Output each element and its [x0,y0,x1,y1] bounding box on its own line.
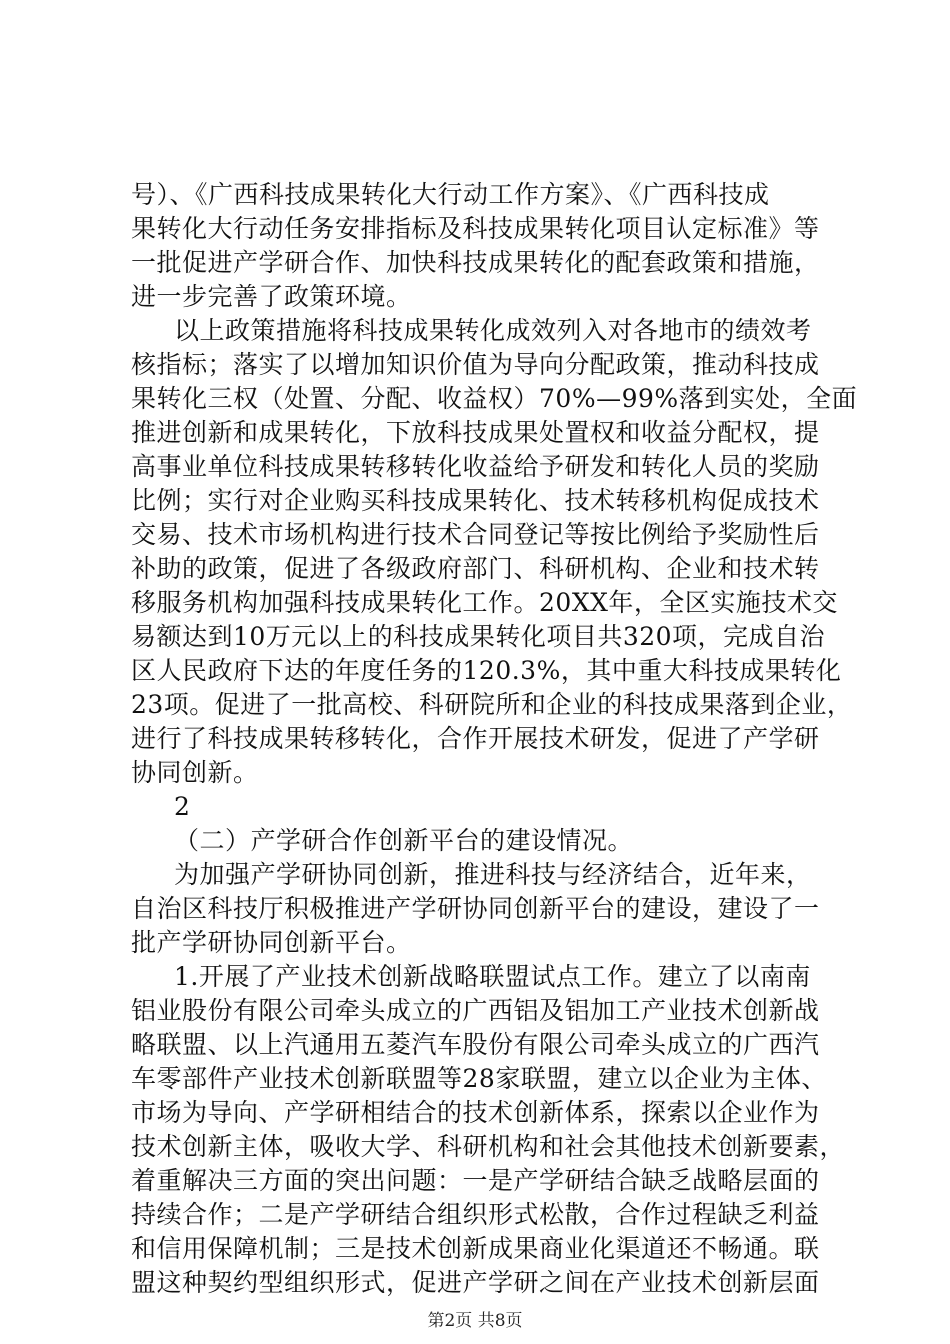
text-line: 为加强产学研协同创新，推进科技与经济结合，近年来， [174,860,812,889]
text-line: 批产学研协同创新平台。 [131,928,412,957]
text-line: 持续合作；二是产学研结合组织形式松散，合作过程缺乏利益 [131,1200,820,1229]
text-line: 比例；实行对企业购买科技成果转化、技术转移机构促成技术 [131,486,820,515]
text-line: 市场为导向、产学研相结合的技术创新体系，探索以企业作为 [131,1098,820,1127]
text-line: 自治区科技厅积极推进产学研协同创新平台的建设，建设了一 [131,894,820,923]
text-line: 移服务机构加强科技成果转化工作。20XX年，全区实施技术交 [131,588,838,617]
text-line: 交易、技术市场机构进行技术合同登记等按比例给予奖励性后 [131,520,820,549]
text-line: 车零部件产业技术创新联盟等28家联盟，建立以企业为主体、 [131,1064,827,1093]
section-heading: （二）产学研合作创新平台的建设情况。 [174,826,634,855]
text-line: 协同创新。 [131,758,259,787]
text-line: 铝业股份有限公司牵头成立的广西铝及铝加工产业技术创新战 [131,996,820,1025]
text-line: 核指标；落实了以增加知识价值为导向分配政策，推动科技成 [131,350,820,379]
text-line: 以上政策措施将科技成果转化成效列入对各地市的绩效考 [174,316,812,345]
text-line: 1.开展了产业技术创新战略联盟试点工作。建立了以南南 [174,962,811,991]
text-line: 一批促进产学研合作、加快科技成果转化的配套政策和措施， [131,248,820,277]
text-line: 盟这种契约型组织形式，促进产学研之间在产业技术创新层面 [131,1268,820,1297]
text-line: 区人民政府下达的年度任务的120.3%，其中重大科技成果转化 [131,656,842,685]
text-line: 进一步完善了政策环境。 [131,282,412,311]
text-line: 号）、《广西科技成果转化大行动工作方案》、《广西科技成 [131,180,770,209]
text-line: 和信用保障机制；三是技术创新成果商业化渠道还不畅通。联 [131,1234,820,1263]
text-line: 补助的政策，促进了各级政府部门、科研机构、企业和技术转 [131,554,820,583]
page-footer: 第2页 共8页 [427,1311,523,1331]
page-marker: 2 [174,792,191,821]
text-line: 略联盟、以上汽通用五菱汽车股份有限公司牵头成立的广西汽 [131,1030,820,1059]
text-line: 易额达到10万元以上的科技成果转化项目共320项，完成自治 [131,622,826,651]
text-line: 进行了科技成果转移转化，合作开展技术研发，促进了产学研 [131,724,820,753]
text-line: 23项。促进了一批高校、科研院所和企业的科技成果落到企业， [131,690,853,719]
text-line: 着重解决三方面的突出问题：一是产学研结合缺乏战略层面的 [131,1166,820,1195]
text-line: 果转化大行动任务安排指标及科技成果转化项目认定标准》等 [131,214,820,243]
text-line: 技术创新主体，吸收大学、科研机构和社会其他技术创新要素， [131,1132,846,1161]
text-line: 果转化三权（处置、分配、收益权）70%—99%落到实处，全面 [131,384,858,413]
text-line: 推进创新和成果转化，下放科技成果处置权和收益分配权，提 [131,418,820,447]
text-line: 高事业单位科技成果转移转化收益给予研发和转化人员的奖励 [131,452,820,481]
